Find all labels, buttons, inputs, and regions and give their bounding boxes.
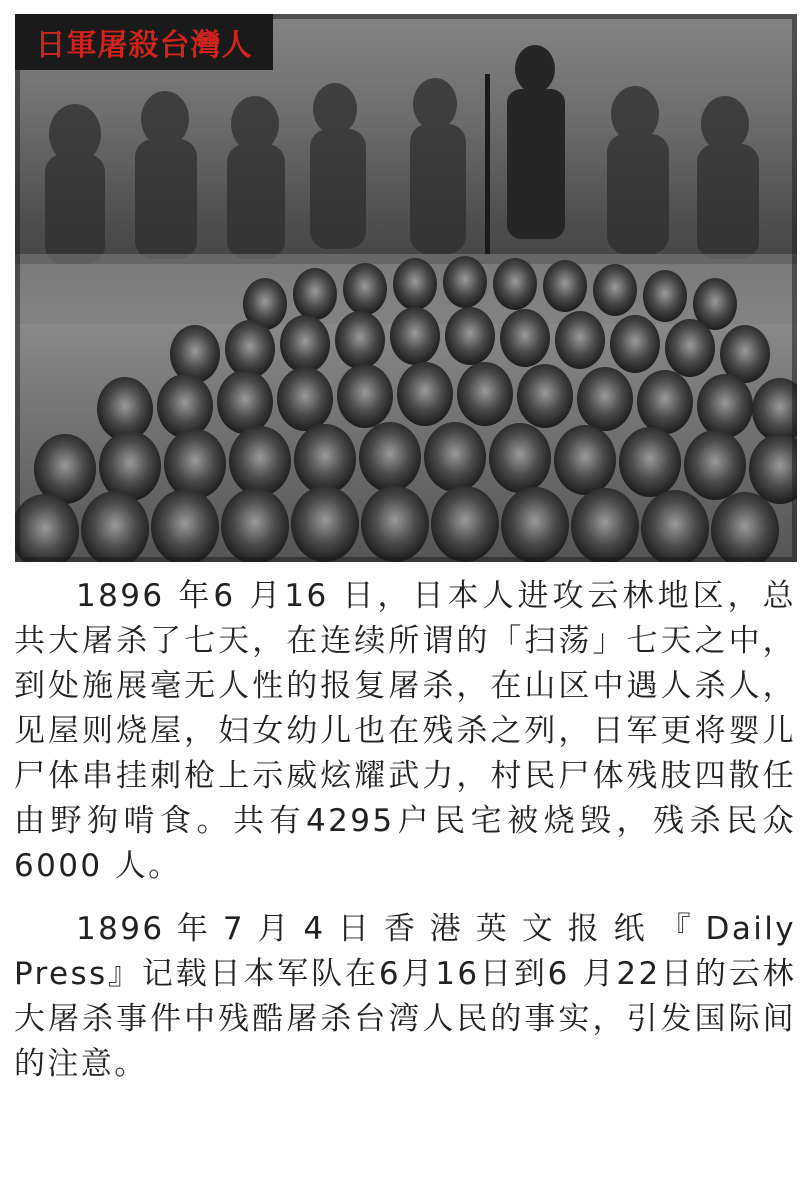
paragraph-2: 1896 年 7 月 4 日 香 港 英 文 报 纸 『 Daily Press』记载日本军队在6月16日到6 月22日的云林大屠杀事件中残酷屠杀台湾人民的事实，引发国际间的注意。 bbox=[14, 911, 796, 1082]
photo-caption: 日軍屠殺台灣人 bbox=[35, 28, 253, 63]
historical-photo bbox=[15, 14, 797, 562]
paragraph-1: 1896 年6 月16 日，日本人进攻云林地区，总共大屠杀了七天，在连续所谓的「扫荡」七天之中，到处施展毫无人性的报复屠杀，在山区中遇人杀人，见屋则烧屋，妇女幼儿也在残杀之列，日军更将婴儿尸体串挂刺枪上示威炫耀武力，村民尸体残肢四散任由野狗啃食。共有4295户民宅被烧毁，残杀民众6000 人。 bbox=[14, 578, 796, 884]
photo-illustration bbox=[15, 14, 797, 562]
article-body bbox=[14, 574, 796, 1087]
photo-caption-badge bbox=[15, 14, 273, 70]
